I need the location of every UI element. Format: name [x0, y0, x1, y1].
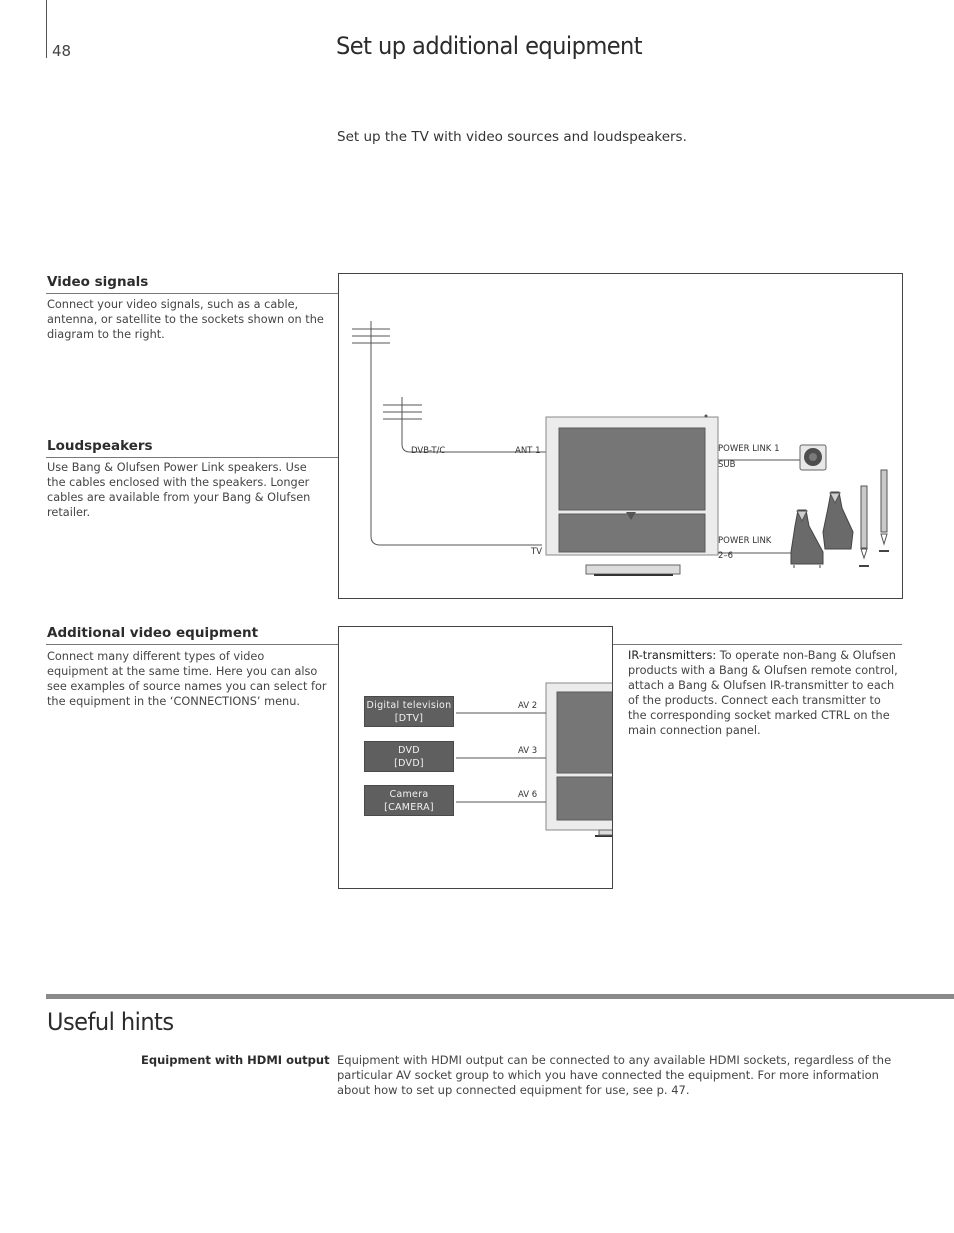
source-code: [DVD]: [394, 758, 424, 769]
additional-video-rule: [46, 644, 338, 645]
page-number: 48: [52, 42, 72, 60]
additional-video-text: Connect many different types of video equipment at the same time. Here you can also see examples of source names you can select for the equipment in the ‘CONNECTIONS’ menu.: [47, 650, 327, 708]
source-name: DVD: [398, 745, 420, 756]
page-margin-rule: [46, 0, 47, 58]
loudspeakers-heading: Loudspeakers: [47, 438, 153, 454]
source-box-dvd: [364, 741, 454, 772]
subwoofer-icon: [800, 445, 826, 470]
useful-hints-title: Useful hints: [47, 1008, 174, 1036]
dvb-label: DVB-T/C: [411, 446, 446, 456]
video-signals-rule: [46, 293, 338, 294]
av2-label: AV 2: [518, 701, 538, 711]
intro-text: Set up the TV with video sources and loudspeakers.: [337, 129, 687, 145]
ir-transmitters-note: [628, 648, 900, 738]
antenna-icon: [352, 321, 542, 545]
ir-text: To operate non-Bang & Olufsen products with a Bang & Olufsen remote control, attach a Bang & Olufsen IR-transmitter to each of the products. Connect each transmitter to the corresponding socket marked CTRL on the main connection panel.: [628, 649, 898, 737]
source-code: [CAMERA]: [384, 802, 434, 813]
source-box-dtv: [364, 696, 454, 727]
speaker-icon: [791, 510, 823, 568]
hdmi-hint-text: Equipment with HDMI output can be connected to any available HDMI sockets, regardless of the particular AV socket group to which you have connected the equipment. For more information about how to set up connected equipment for use, see p. 47.: [337, 1053, 892, 1097]
source-name: Digital television: [366, 700, 452, 711]
hints-divider: [46, 994, 954, 999]
additional-video-heading: Additional video equipment: [47, 625, 259, 641]
source-name: Camera: [389, 789, 429, 800]
tv-icon: [546, 683, 613, 836]
tv-label: TV: [531, 547, 543, 557]
video-signals-text: Connect your video signals, such as a cable, antenna, or satellite to the sockets shown on the diagram to the right.: [47, 298, 324, 341]
av3-label: AV 3: [518, 746, 538, 756]
video-signals-heading: Video signals: [47, 274, 149, 290]
power-link-label: POWER LINK: [718, 536, 772, 546]
ant1-label: ANT 1: [515, 446, 541, 456]
loudspeakers-text: Use Bang & Olufsen Power Link speakers. Use the cables enclosed with the speakers. Longer cables are available from your Bang & Olufsen retailer.: [47, 461, 311, 519]
column-speaker-icon: [859, 486, 869, 566]
connection-diagram-drawing: [339, 274, 903, 599]
source-box-camera: [364, 785, 454, 816]
hdmi-hint-label: Equipment with HDMI output: [141, 1053, 330, 1067]
speaker-icon: [823, 492, 853, 549]
page-title: Set up additional equipment: [336, 32, 643, 60]
small-antenna-icon: [383, 397, 548, 452]
ir-rule: [613, 644, 902, 645]
source-code: [DTV]: [394, 713, 424, 724]
column-speaker-icon: [879, 470, 889, 551]
ir-label: IR-transmitters:: [628, 649, 717, 662]
power-link-1-label: POWER LINK 1: [718, 444, 780, 454]
tv-icon: [546, 415, 718, 576]
sub-label: SUB: [718, 460, 736, 470]
av6-label: AV 6: [518, 790, 538, 800]
power-link-range-label: 2–6: [718, 551, 734, 561]
loudspeakers-rule: [46, 457, 338, 458]
connection-diagram: [338, 273, 903, 599]
video-sources-diagram: [338, 626, 613, 889]
